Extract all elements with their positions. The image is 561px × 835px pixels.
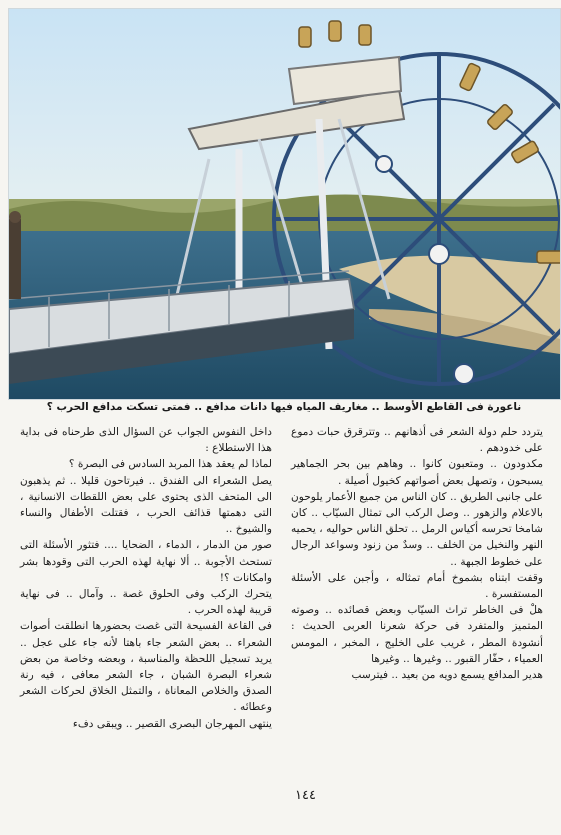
paragraph: يصل الشعراء الى الفندق .. فيرتاحون قليلا .. ثم يذهبون الى المتحف الذى يحتوى على بعض اللقطات الانسانية ، التى دهمتها قذائف الحرب ، فقتلت الأطفال والنساء والشيوخ .. bbox=[20, 474, 272, 536]
page-number: ١٤٤ bbox=[295, 788, 316, 803]
text-column-right bbox=[291, 424, 543, 683]
photo-caption: ناعورة فى القاطع الأوسط .. مغاريف المياه فيها دانات مدافع .. فمتى تسكت مدافع الحرب ؟ bbox=[46, 401, 522, 413]
paragraph: على جانبى الطريق .. كان الناس من جميع الأعمار يلوحون بالاعلام والزهور .. وصل الركب الى تمثال السيّاب .. كان شامخا تحرسه أكياس الرمل .. تحلق الناس حواليه ، يحميه النهر والنخيل من الخلف .. وسدٌ من زنود وسواعد الرجال على خطوط الجبهة .. bbox=[291, 490, 543, 568]
paragraph: هدير المدافع يسمع دويه من بعيد .. فيترسب bbox=[351, 669, 543, 682]
paragraph: داخل النفوس الجواب عن السؤال الذى طرحناه فى بداية هذا الاستطلاع : bbox=[20, 426, 272, 455]
waterwheel-illustration bbox=[9, 9, 560, 399]
paragraph: ينتهى المهرجان البصرى القصير .. ويبقى دفء bbox=[72, 717, 272, 730]
paragraph: صور من الدمار ، الدماء ، الضحايا .... فتثور الأسئلة التى تستحث الأجوبة .. ألا نهاية لهذه الحرب التى وقودها بشر وامكانات ؟! bbox=[20, 539, 272, 584]
paragraph: وقفت ابتناه بشموخ أمام تمثاله ، وأجبن على الأسئلة المستفسرة . bbox=[291, 571, 543, 601]
text-column-left bbox=[20, 424, 272, 732]
paragraph: لماذا لم يعقد هذا المربد السادس فى البصرة ؟ bbox=[68, 458, 272, 471]
paragraph: فى القاعة الفسيحة التى غصت بحضورها انطلقت أصوات الشعراء .. بعض الشعر جاء باهتا لأنه جاء على عجل .. يريد تسجيل اللحظة والمناسبة ، وبعضه وخاصة من بعض شعراء البصرة الشبان ، جاء الشعر معافى ، فيه رنة الصدق والخلاص المعاناة ، والتمثل الخلاق لحركات الشعر وعطائه . bbox=[20, 620, 272, 714]
paragraph: مكدودون .. ومتعبون كانوا .. وهاهم بين بحر الجماهير يسبحون ، وتصهل بعض أصواتهم كخيول أصيلة . bbox=[291, 458, 543, 487]
paragraph: يتردد حلم دولة الشعر فى أذهانهم .. وتترقرق حبات دموع على خدودهم . bbox=[291, 426, 543, 455]
waterwheel-photo bbox=[8, 8, 561, 400]
paragraph: هلْ فى الخاطر تراث السيّاب وبعض قصائده .. وصوته المتميز والمتفرد فى حركة شعرنا العربى الحديث : أنشودة المطر ، غريب على الخليج ، المخبر ، المومس العمياء ، حفّار القبور .. وغيرها .. وغيرها bbox=[291, 604, 543, 665]
paragraph: يتحرك الركب وفى الحلوق غصة .. وآمال .. فى نهاية قريبة لهذه الحرب . bbox=[20, 588, 272, 617]
